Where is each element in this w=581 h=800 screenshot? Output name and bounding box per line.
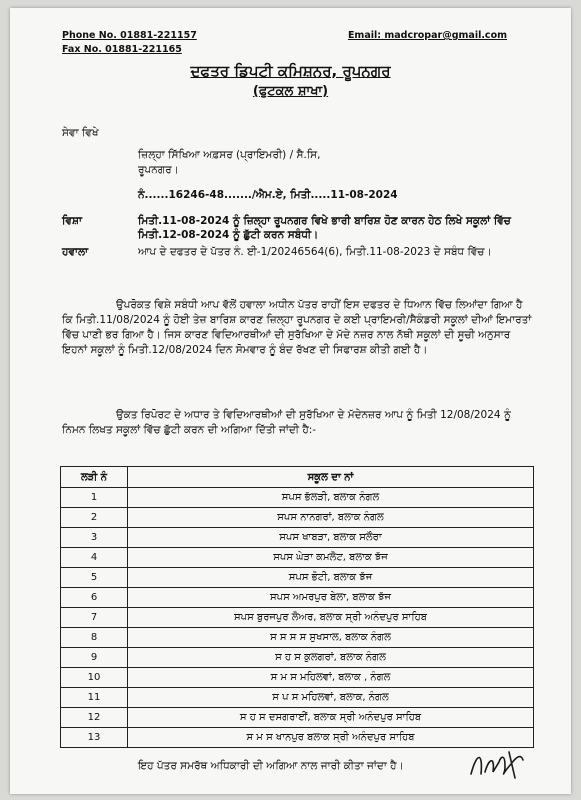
- table-row: [61, 508, 534, 528]
- body-paragraph-2: ਉਕਤ ਰਿਪੋਰਟ ਦੇ ਅਧਾਰ ਤੇ ਵਿਦਿਆਰਥੀਆਂ ਦੀ ਸੁਰੱਖਿਆ ਦੇ ਮੱਦੇਨਜ਼ਰ ਆਪ ਨੂੰ ਮਿਤੀ 12/08/2024 ਨੂੰ ਨਿਮਨ ਲਿਖਤ ਸਕੂਲਾਂ ਵਿੱਚ ਛੁੱਟੀ ਕਰਨ ਦੀ ਅਗਿਆ ਦਿੱਤੀ ਜਾਂਦੀ ਹੈ:-: [62, 409, 511, 436]
- table-row: [61, 688, 534, 708]
- school-cell: ਸ ਹ ਸ ਦਸਗਰਾਈਂ, ਬਲਾਕ ਸ੍ਰੀ ਅਨੰਦਪੁਰ ਸਾਹਿਬ: [128, 708, 534, 728]
- letter-page: [10, 8, 571, 794]
- school-cell: ਸਪਸ ਭੱਲੜੀ, ਬਲਾਕ ਨੰਗਲ: [128, 488, 534, 508]
- serial-cell: 11: [61, 688, 128, 708]
- school-cell: ਸਪਸ ਖਾਬੜਾ, ਬਲਾਕ ਸਲੌਰਾ: [128, 528, 534, 548]
- school-cell: ਸਪਸ ਭੋਟੀ, ਬਲਾਕ ਝੱਜ: [128, 568, 534, 588]
- serial-cell: 8: [61, 628, 128, 648]
- reference-label: ਹਵਾਲਾ: [62, 246, 89, 258]
- schools-table: [60, 466, 534, 748]
- serial-cell: 13: [61, 728, 128, 748]
- table-row: [61, 548, 534, 568]
- serial-cell: 10: [61, 668, 128, 688]
- serial-cell: 4: [61, 548, 128, 568]
- serial-cell: 9: [61, 648, 128, 668]
- header-serial: ਲੜੀ ਨੰ: [61, 467, 128, 488]
- school-cell: ਸ ਮ ਸ ਮਹਿਲਵਾਂ, ਬਲਾਕ , ਨੰਗਲ: [128, 668, 534, 688]
- serial-cell: 12: [61, 708, 128, 728]
- table-row: [61, 488, 534, 508]
- table-row: [61, 728, 534, 748]
- serial-cell: 6: [61, 588, 128, 608]
- reference-text: ਆਪ ਦੇ ਦਫਤਰ ਦੇ ਪੱਤਰ ਨੰ. ਈ-1/20246564(6), ਮਿਤੀ.11-08-2023 ਦੇ ਸਬੰਧ ਵਿੱਚ।: [138, 246, 492, 258]
- table-row: [61, 528, 534, 548]
- school-cell: ਸ ਮ ਸ ਖਾਨਪੁਰ ਬਲਾਕ ਸ੍ਰੀ ਅਨੰਦਪੁਰ ਸਾਹਿਬ: [128, 728, 534, 748]
- school-cell: ਸਪਸ ਨਾਨਗਰਾਂ, ਬਲਾਕ ਨੰਗਲ: [128, 508, 534, 528]
- subject-text: ਮਿਤੀ.11-08-2024 ਨੂੰ ਜ਼ਿਲ੍ਹਾ ਰੂਪਨਗਰ ਵਿਖੇ ਭਾਰੀ ਬਾਰਿਸ਼ ਹੋਣ ਕਾਰਨ ਹੇਠ ਲਿਖੇ ਸਕੂਲਾਂ ਵਿੱਚ ਮਿਤੀ.12-08-2024 ਨੂੰ ਛੁੱਟੀ ਕਰਨ ਸਬੰਧੀ।: [138, 215, 511, 241]
- table-row: [61, 568, 534, 588]
- school-cell: ਸ ਪ ਸ ਮਹਿਲਵਾਂ, ਬਲਾਕ, ਨੰਗਲ: [128, 688, 534, 708]
- phone-number: Phone No. 01881-221157: [62, 30, 197, 41]
- school-cell: ਸਪਸ ਘੇੜਾ ਕਮਲੋਟ, ਬਲਾਕ ਝੱਜ: [128, 548, 534, 568]
- school-cell: ਸਪਸ ਬੁਰਜਪੁਰ ਲੋਅਰ, ਬਲਾਕ ਸ੍ਰੀ ਅਨੰਦਪੁਰ ਸਾਹਿਬ: [128, 608, 534, 628]
- serial-cell: 5: [61, 568, 128, 588]
- table-row: [61, 648, 534, 668]
- office-title: ਦਫਤਰ ਡਿਪਟੀ ਕਮਿਸ਼ਨਰ, ਰੂਪਨਗਰ: [190, 62, 391, 80]
- branch-title: (ਫੁਟਕਲ ਸ਼ਾਖਾ): [252, 84, 329, 99]
- addressee-line-2: ਰੂਪਨਗਰ।: [138, 164, 179, 176]
- address-label: ਸੇਵਾ ਵਿਖੇ: [62, 127, 99, 139]
- table-row: [61, 608, 534, 628]
- body-paragraph-1: ਉਪਰੋਕਤ ਵਿਸ਼ੇ ਸਬੰਧੀ ਆਪ ਵੱਲੋਂ ਹਵਾਲਾ ਅਧੀਨ ਪੱਤਰ ਰਾਹੀਂ ਇਸ ਦਫਤਰ ਦੇ ਧਿਆਨ ਵਿੱਚ ਲਿਆਂਦਾ ਗਿਆ ਹੈ ਕਿ ਮਿਤੀ.11/08/2024 ਨੂੰ ਹੋਈ ਤੇਜ਼ ਬਾਰਿਸ਼ ਕਾਰਣ ਜ਼ਿਲ੍ਹਾ ਰੂਪਨਗਰ ਦੇ ਕਈ ਪ੍ਰਾਇਮਰੀ/ਸੈਕੰਡਰੀ ਸਕੂਲਾਂ ਦੀਆਂ ਇਮਾਰਤਾਂ ਵਿੱਚ ਪਾਣੀ ਭਰ ਗਿਆ ਹੈ। ਜਿਸ ਕਾਰਣ ਵਿਦਿਆਰਥੀਆਂ ਦੀ ਸੁਰੱਖਿਆ ਦੇ ਮੱਦੇ ਨਜ਼ਰ ਨਾਲ ਨੱਥੀ ਸਕੂਲਾਂ ਦੀ ਸੂਚੀ ਅਨੁਸਾਰ ਇਹਨਾਂ ਸਕੂਲਾਂ ਨੂੰ ਮਿਤੀ.12/08/2024 ਦਿਨ ਸੋਮਵਾਰ ਨੂੰ ਬੰਦ ਰੱਖਣ ਦੀ ਸਿਫਾਰਸ਼ ਕੀਤੀ ਗਈ ਹੈ।: [62, 299, 532, 356]
- table-header-row: [61, 467, 534, 488]
- header-school-name: ਸਕੂਲ ਦਾ ਨਾਂ: [128, 467, 534, 488]
- serial-cell: 3: [61, 528, 128, 548]
- school-cell: ਸ ਹ ਸ ਕੁਲਗਰਾਂ, ਬਲਾਕ ਨੰਗਲ: [128, 648, 534, 668]
- reference-number: ਨੰ......16246-48......./ਐਮ.ਏ, ਮਿਤੀ.....11-08-2024: [138, 189, 398, 201]
- table-row: [61, 668, 534, 688]
- signature: [465, 744, 535, 784]
- serial-cell: 7: [61, 608, 128, 628]
- serial-cell: 1: [61, 488, 128, 508]
- serial-cell: 2: [61, 508, 128, 528]
- footer-note: ਇਹ ਪੱਤਰ ਸਮਰੱਥ ਅਧਿਕਾਰੀ ਦੀ ਅਗਿਆ ਨਾਲ ਜਾਰੀ ਕੀਤਾ ਜਾਂਦਾ ਹੈ।: [138, 760, 404, 772]
- school-cell: ਸ ਸ ਸ ਸ ਸੁਖਸਾਲ, ਬਲਾਕ ਨੰਗਲ: [128, 628, 534, 648]
- school-cell: ਸਪਸ ਅਮਰਪੁਰ ਬੇਲਾ, ਬਲਾਕ ਝੱਜ: [128, 588, 534, 608]
- subject-label: ਵਿਸ਼ਾ: [62, 215, 82, 227]
- addressee-line-1: ਜ਼ਿਲ੍ਹਾ ਸਿੱਖਿਆ ਅਫ਼ਸਰ (ਪ੍ਰਾਇਮਰੀ) / ਸੈ.ਸਿ,: [138, 149, 321, 161]
- table-row: [61, 628, 534, 648]
- fax-number: Fax No. 01881-221165: [62, 44, 182, 55]
- email-address: Email: madcropar@gmail.com: [347, 30, 507, 41]
- table-row: [61, 588, 534, 608]
- table-row: [61, 708, 534, 728]
